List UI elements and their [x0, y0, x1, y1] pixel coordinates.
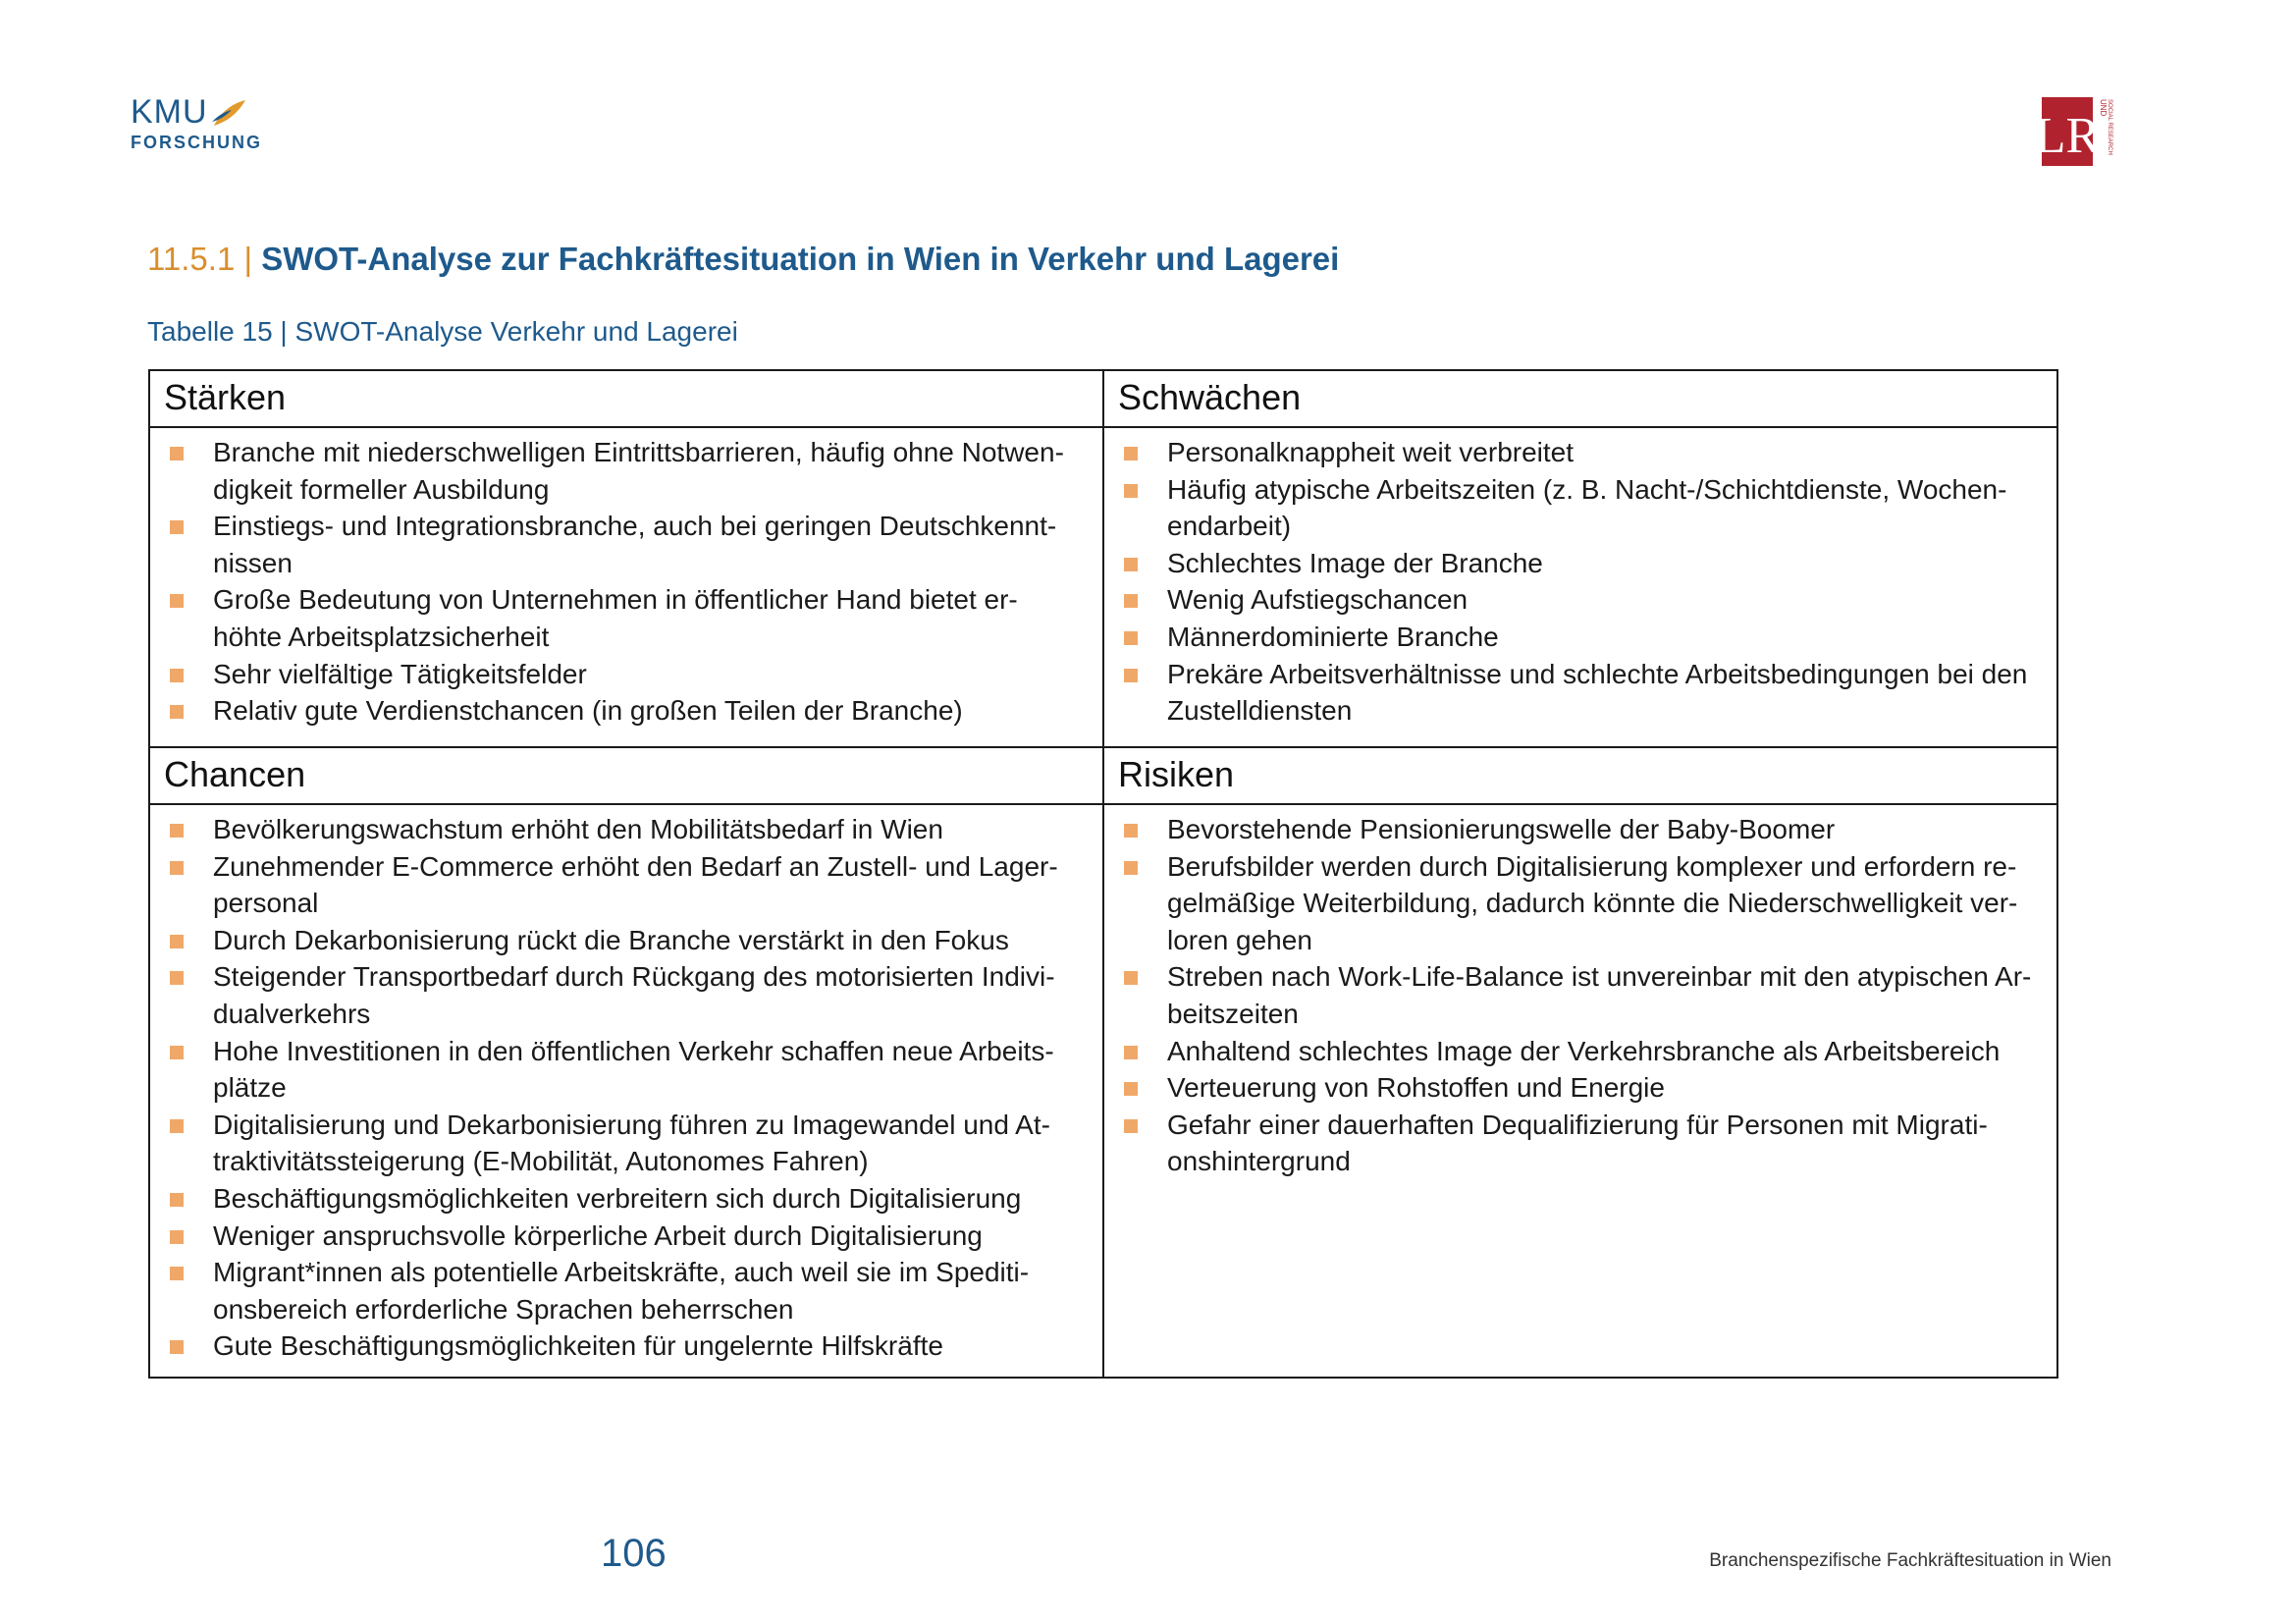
list-item — [1118, 434, 2043, 471]
list-item — [1118, 848, 2043, 959]
list-item-line: Große Bedeutung von Unternehmen in öffentlicher Hand bietet er- — [213, 584, 1018, 616]
opportunities-list — [164, 811, 1089, 1365]
list-item-line: Männerdominierte Branche — [1167, 621, 1499, 652]
list-item-line: Anhaltend schlechtes Image der Verkehrsbranche als Arbeitsbereich — [1167, 1035, 2001, 1066]
section-title: SWOT-Analyse zur Fachkräftesituation in Wien in Verkehr und Lagerei — [261, 241, 1340, 277]
strengths-heading: Stärken — [149, 370, 1103, 427]
list-item — [1118, 545, 2043, 582]
square-bullet-icon — [170, 1193, 184, 1207]
square-bullet-icon — [170, 935, 184, 948]
list-item-line: Gute Beschäftigungsmöglichkeiten für ungelernte Hilfskräfte — [213, 1330, 943, 1362]
threats-list — [1118, 811, 2043, 1180]
list-item — [164, 1107, 1089, 1180]
square-bullet-icon — [170, 1340, 184, 1354]
threats-heading: Risiken — [1103, 747, 2057, 804]
list-item — [164, 656, 1089, 693]
list-item-line: Weniger anspruchsvolle körperliche Arbeit durch Digitalisierung — [213, 1219, 983, 1251]
list-item-line: beitszeiten — [1167, 998, 1299, 1029]
table-caption: Tabelle 15 | SWOT-Analyse Verkehr und Lagerei — [147, 316, 738, 347]
opportunities-cell — [149, 804, 1103, 1378]
square-bullet-icon — [1124, 594, 1138, 608]
square-bullet-icon — [170, 1119, 184, 1133]
square-bullet-icon — [170, 520, 184, 534]
list-item-line: Relativ gute Verdienstchancen (in großen Teilen der Branche) — [213, 695, 963, 727]
weaknesses-cell — [1103, 427, 2057, 747]
list-item — [164, 1254, 1089, 1327]
swot-body-row-top — [149, 427, 2057, 747]
list-item — [164, 811, 1089, 848]
list-item-line: Steigender Transportbedarf durch Rückgang des motorisierten Indivi- — [213, 961, 1055, 993]
square-bullet-icon — [1124, 558, 1138, 571]
list-item-line: höhte Arbeitsplatzsicherheit — [213, 621, 550, 652]
list-item-line: Schlechtes Image der Branche — [1167, 547, 1543, 578]
square-bullet-icon — [1124, 971, 1138, 985]
square-bullet-icon — [1124, 861, 1138, 875]
list-item-line: plätze — [213, 1072, 287, 1104]
list-item — [1118, 619, 2043, 656]
list-item-line: Berufsbilder werden durch Digitalisierung komplexer und erfordern re- — [1167, 850, 2017, 882]
square-bullet-icon — [1124, 1046, 1138, 1059]
list-item — [1118, 811, 2043, 848]
section-number: 11.5.1 | — [147, 241, 253, 277]
list-item-line: dualverkehrs — [213, 998, 371, 1029]
list-item-line: Sehr vielfältige Tätigkeitsfelder — [213, 658, 587, 689]
kmu-logo-word: KMU — [131, 93, 208, 131]
list-item — [1118, 656, 2043, 730]
lr-logo-side-bottom: SOCIAL RESEARCH — [2107, 99, 2112, 155]
kmu-forschung-logo — [131, 93, 262, 157]
list-item-line: nissen — [213, 547, 293, 578]
list-item-line: Prekäre Arbeitsverhältnisse und schlechte Arbeitsbedingungen bei den — [1167, 658, 2028, 689]
square-bullet-icon — [170, 669, 184, 682]
section-heading — [147, 236, 1339, 283]
kmu-logo-subtitle: FORSCHUNG — [131, 133, 262, 152]
list-item-line: Bevölkerungswachstum erhöht den Mobilitätsbedarf in Wien — [213, 814, 943, 844]
swot-table — [148, 369, 2058, 1379]
list-item — [1118, 471, 2043, 545]
lr-logo-letters: LR — [2034, 108, 2101, 164]
list-item-line: Durch Dekarbonisierung rückt die Branche verstärkt in den Fokus — [213, 924, 1009, 955]
list-item-line: Gefahr einer dauerhaften Dequalifizierung für Personen mit Migrati- — [1167, 1109, 1988, 1140]
list-item — [164, 581, 1089, 655]
list-item — [164, 1033, 1089, 1107]
swot-header-row-bottom — [149, 747, 2057, 804]
list-item-line: onsbereich erforderliche Sprachen beherrschen — [213, 1293, 794, 1325]
list-item-line: digkeit formeller Ausbildung — [213, 473, 550, 505]
square-bullet-icon — [170, 705, 184, 719]
list-item-line: personal — [213, 888, 319, 919]
list-item-line: Zunehmender E-Commerce erhöht den Bedarf an Zustell- und Lager- — [213, 850, 1058, 882]
list-item-line: Einstiegs- und Integrationsbranche, auch bei geringen Deutschkennt- — [213, 511, 1057, 542]
swot-body-row-bottom — [149, 804, 2057, 1378]
square-bullet-icon — [170, 1230, 184, 1244]
list-item — [1118, 1107, 2043, 1180]
list-item-line: Migrant*innen als potentielle Arbeitskräfte, auch weil sie im Spediti- — [213, 1257, 1030, 1288]
strengths-cell — [149, 427, 1103, 747]
list-item-line: Bevorstehende Pensionierungswelle der Baby-Boomer — [1167, 814, 1836, 844]
list-item — [164, 692, 1089, 730]
list-item-line: Personalknappheit weit verbreitet — [1167, 437, 1575, 467]
square-bullet-icon — [1124, 1119, 1138, 1133]
list-item — [1118, 958, 2043, 1032]
square-bullet-icon — [1124, 447, 1138, 460]
list-item — [1118, 581, 2043, 619]
square-bullet-icon — [170, 861, 184, 875]
square-bullet-icon — [1124, 669, 1138, 682]
square-bullet-icon — [170, 1046, 184, 1059]
list-item — [1118, 1069, 2043, 1107]
weaknesses-list — [1118, 434, 2043, 730]
lr-logo — [2034, 97, 2112, 166]
lr-logo-mark — [2034, 97, 2112, 166]
opportunities-heading: Chancen — [149, 747, 1103, 804]
list-item — [1118, 1033, 2043, 1070]
lr-logo-side-top: UND — [2099, 99, 2108, 117]
list-item-line: traktivitätssteigerung (E-Mobilität, Autonomes Fahren) — [213, 1146, 869, 1177]
square-bullet-icon — [170, 824, 184, 838]
list-item — [164, 1327, 1089, 1365]
strengths-list — [164, 434, 1089, 730]
list-item-line: Zustelldiensten — [1167, 695, 1353, 727]
square-bullet-icon — [1124, 631, 1138, 645]
list-item-line: Häufig atypische Arbeitszeiten (z. B. Nacht-/Schichtdienste, Wochen- — [1167, 473, 2007, 505]
square-bullet-icon — [170, 971, 184, 985]
list-item — [164, 848, 1089, 922]
list-item — [164, 1180, 1089, 1218]
list-item-line: gelmäßige Weiterbildung, dadurch könnte die Niederschwelligkeit ver- — [1167, 888, 2018, 919]
square-bullet-icon — [170, 447, 184, 460]
list-item-line: Hohe Investitionen in den öffentlichen Verkehr schaffen neue Arbeits- — [213, 1035, 1054, 1066]
leaf-icon — [210, 96, 249, 128]
list-item-line: Digitalisierung und Dekarbonisierung führen zu Imagewandel und At- — [213, 1109, 1050, 1140]
list-item-line: Beschäftigungsmöglichkeiten verbreitern sich durch Digitalisierung — [213, 1182, 1022, 1214]
list-item — [164, 922, 1089, 959]
square-bullet-icon — [1124, 824, 1138, 838]
page-number: 106 — [601, 1532, 667, 1575]
list-item-line: loren gehen — [1167, 924, 1312, 955]
list-item-line: Wenig Aufstiegschancen — [1167, 584, 1468, 616]
list-item-line: Branche mit niederschwelligen Eintrittsbarrieren, häufig ohne Notwen- — [213, 437, 1064, 467]
weaknesses-heading: Schwächen — [1103, 370, 2057, 427]
list-item-line: endarbeit) — [1167, 511, 1292, 542]
square-bullet-icon — [1124, 1082, 1138, 1096]
footer-running-title: Branchenspezifische Fachkräftesituation in Wien — [1709, 1550, 2111, 1571]
list-item — [164, 1218, 1089, 1255]
list-item-line: onshintergrund — [1167, 1146, 1351, 1177]
list-item — [164, 508, 1089, 581]
square-bullet-icon — [170, 594, 184, 608]
list-item-line: Verteuerung von Rohstoffen und Energie — [1167, 1072, 1665, 1104]
list-item — [164, 958, 1089, 1032]
list-item — [164, 434, 1089, 508]
swot-header-row-top — [149, 370, 2057, 427]
threats-cell — [1103, 804, 2057, 1378]
square-bullet-icon — [1124, 484, 1138, 498]
square-bullet-icon — [170, 1267, 184, 1280]
list-item-line: Streben nach Work-Life-Balance ist unvereinbar mit den atypischen Ar- — [1167, 961, 2032, 993]
